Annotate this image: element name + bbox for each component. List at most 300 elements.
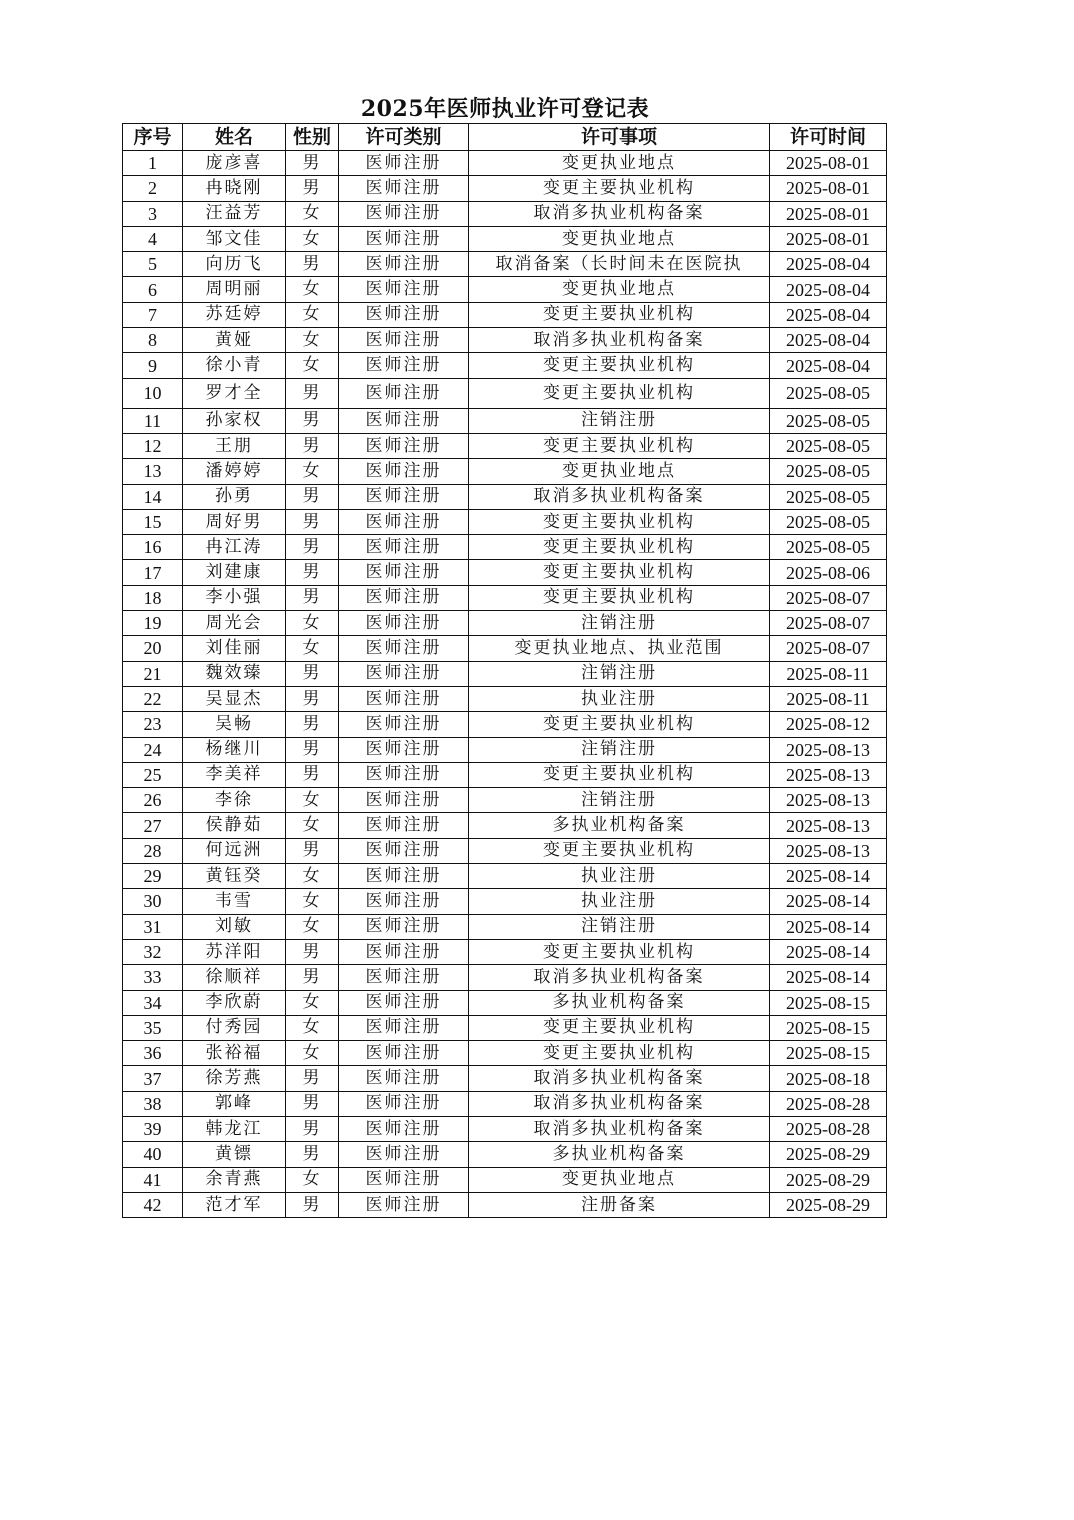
license-type-cell: 医师注册 [339, 686, 469, 711]
license-item-cell: 变更执业地点 [469, 226, 770, 251]
table-row [123, 788, 887, 813]
gender-cell: 男 [286, 1192, 339, 1217]
name-cell: 范才军 [183, 1192, 286, 1217]
name-cell: 侯静茹 [183, 813, 286, 838]
name-cell: 韩龙江 [183, 1116, 286, 1141]
gender-cell: 女 [286, 1041, 339, 1066]
name-cell: 潘婷婷 [183, 459, 286, 484]
table-row [123, 737, 887, 762]
gender-cell: 男 [286, 151, 339, 176]
license-date-cell: 2025-08-14 [770, 965, 887, 990]
license-type-cell: 医师注册 [339, 302, 469, 327]
gender-cell: 女 [286, 353, 339, 378]
table-row [123, 302, 887, 327]
license-item-cell: 变更主要执业机构 [469, 509, 770, 534]
license-date-cell: 2025-08-06 [770, 560, 887, 585]
gender-cell: 男 [286, 509, 339, 534]
table-row [123, 1167, 887, 1192]
gender-cell: 男 [286, 1116, 339, 1141]
gender-cell: 男 [286, 965, 339, 990]
license-item-cell: 取消多执业机构备案 [469, 1066, 770, 1091]
gender-cell: 女 [286, 914, 339, 939]
serial-cell: 31 [123, 914, 183, 939]
gender-cell: 女 [286, 201, 339, 226]
table-row [123, 353, 887, 378]
serial-cell: 22 [123, 686, 183, 711]
license-item-cell: 变更主要执业机构 [469, 176, 770, 201]
license-type-cell: 医师注册 [339, 378, 469, 408]
license-type-cell: 医师注册 [339, 560, 469, 585]
table-row [123, 990, 887, 1015]
license-type-cell: 医师注册 [339, 611, 469, 636]
name-cell: 刘佳丽 [183, 636, 286, 661]
column-header-license-item: 许可事项 [469, 124, 770, 151]
serial-cell: 18 [123, 585, 183, 610]
gender-cell: 女 [286, 302, 339, 327]
license-type-cell: 医师注册 [339, 712, 469, 737]
gender-cell: 女 [286, 226, 339, 251]
license-type-cell: 医师注册 [339, 151, 469, 176]
serial-cell: 27 [123, 813, 183, 838]
column-header-serial: 序号 [123, 124, 183, 151]
name-cell: 黄镖 [183, 1142, 286, 1167]
license-type-cell: 医师注册 [339, 1116, 469, 1141]
table-row [123, 864, 887, 889]
license-date-cell: 2025-08-29 [770, 1192, 887, 1217]
serial-cell: 32 [123, 939, 183, 964]
license-date-cell: 2025-08-07 [770, 611, 887, 636]
license-item-cell: 变更执业地点 [469, 151, 770, 176]
table-row [123, 762, 887, 787]
license-type-cell: 医师注册 [339, 1142, 469, 1167]
name-cell: 徐芳燕 [183, 1066, 286, 1091]
gender-cell: 男 [286, 433, 339, 458]
table-row [123, 611, 887, 636]
license-date-cell: 2025-08-05 [770, 433, 887, 458]
serial-cell: 36 [123, 1041, 183, 1066]
license-date-cell: 2025-08-05 [770, 459, 887, 484]
gender-cell: 男 [286, 1066, 339, 1091]
table-row [123, 838, 887, 863]
license-date-cell: 2025-08-29 [770, 1142, 887, 1167]
gender-cell: 男 [286, 939, 339, 964]
license-item-cell: 变更主要执业机构 [469, 712, 770, 737]
license-item-cell: 注销注册 [469, 788, 770, 813]
name-cell: 李徐 [183, 788, 286, 813]
name-cell: 李小强 [183, 585, 286, 610]
table-row [123, 252, 887, 277]
serial-cell: 13 [123, 459, 183, 484]
license-type-cell: 医师注册 [339, 1015, 469, 1040]
serial-cell: 42 [123, 1192, 183, 1217]
table-row [123, 914, 887, 939]
license-date-cell: 2025-08-13 [770, 737, 887, 762]
name-cell: 周明丽 [183, 277, 286, 302]
name-cell: 杨继川 [183, 737, 286, 762]
license-type-cell: 医师注册 [339, 939, 469, 964]
license-type-cell: 医师注册 [339, 788, 469, 813]
gender-cell: 女 [286, 788, 339, 813]
license-type-cell: 医师注册 [339, 433, 469, 458]
table-row [123, 1192, 887, 1217]
license-type-cell: 医师注册 [339, 176, 469, 201]
license-date-cell: 2025-08-04 [770, 328, 887, 353]
license-date-cell: 2025-08-07 [770, 585, 887, 610]
serial-cell: 24 [123, 737, 183, 762]
table-row [123, 484, 887, 509]
license-item-cell: 变更主要执业机构 [469, 353, 770, 378]
license-type-cell: 医师注册 [339, 328, 469, 353]
license-date-cell: 2025-08-01 [770, 201, 887, 226]
license-item-cell: 注册备案 [469, 1192, 770, 1217]
gender-cell: 女 [286, 864, 339, 889]
license-date-cell: 2025-08-13 [770, 813, 887, 838]
license-item-cell: 注销注册 [469, 611, 770, 636]
serial-cell: 37 [123, 1066, 183, 1091]
table-body [123, 151, 887, 1218]
name-cell: 付秀园 [183, 1015, 286, 1040]
gender-cell: 男 [286, 252, 339, 277]
table-row [123, 585, 887, 610]
license-date-cell: 2025-08-04 [770, 302, 887, 327]
name-cell: 徐小青 [183, 353, 286, 378]
license-type-cell: 医师注册 [339, 661, 469, 686]
serial-cell: 5 [123, 252, 183, 277]
license-type-cell: 医师注册 [339, 965, 469, 990]
license-type-cell: 医师注册 [339, 889, 469, 914]
serial-cell: 21 [123, 661, 183, 686]
license-date-cell: 2025-08-15 [770, 1015, 887, 1040]
name-cell: 冉江涛 [183, 535, 286, 560]
name-cell: 庞彦喜 [183, 151, 286, 176]
gender-cell: 男 [286, 1091, 339, 1116]
license-type-cell: 医师注册 [339, 1066, 469, 1091]
table-row [123, 277, 887, 302]
table-row [123, 686, 887, 711]
name-cell: 刘建康 [183, 560, 286, 585]
license-item-cell: 注销注册 [469, 914, 770, 939]
license-type-cell: 医师注册 [339, 838, 469, 863]
name-cell: 罗才全 [183, 378, 286, 408]
gender-cell: 男 [286, 838, 339, 863]
license-item-cell: 取消多执业机构备案 [469, 328, 770, 353]
serial-cell: 8 [123, 328, 183, 353]
gender-cell: 女 [286, 611, 339, 636]
license-item-cell: 取消多执业机构备案 [469, 201, 770, 226]
table-row [123, 201, 887, 226]
license-item-cell: 多执业机构备案 [469, 813, 770, 838]
license-date-cell: 2025-08-05 [770, 509, 887, 534]
license-date-cell: 2025-08-28 [770, 1116, 887, 1141]
license-item-cell: 取消备案（长时间未在医院执 [469, 252, 770, 277]
license-date-cell: 2025-08-29 [770, 1167, 887, 1192]
license-type-cell: 医师注册 [339, 277, 469, 302]
gender-cell: 男 [286, 176, 339, 201]
table-row [123, 151, 887, 176]
serial-cell: 6 [123, 277, 183, 302]
license-date-cell: 2025-08-15 [770, 990, 887, 1015]
serial-cell: 40 [123, 1142, 183, 1167]
name-cell: 余青燕 [183, 1167, 286, 1192]
license-item-cell: 变更主要执业机构 [469, 433, 770, 458]
name-cell: 苏洋阳 [183, 939, 286, 964]
license-type-cell: 医师注册 [339, 252, 469, 277]
serial-cell: 23 [123, 712, 183, 737]
name-cell: 刘敏 [183, 914, 286, 939]
license-type-cell: 医师注册 [339, 864, 469, 889]
license-date-cell: 2025-08-14 [770, 939, 887, 964]
license-date-cell: 2025-08-28 [770, 1091, 887, 1116]
serial-cell: 19 [123, 611, 183, 636]
license-date-cell: 2025-08-11 [770, 686, 887, 711]
serial-cell: 34 [123, 990, 183, 1015]
serial-cell: 11 [123, 408, 183, 433]
table-row [123, 712, 887, 737]
serial-cell: 2 [123, 176, 183, 201]
license-item-cell: 变更主要执业机构 [469, 535, 770, 560]
license-date-cell: 2025-08-05 [770, 378, 887, 408]
name-cell: 孙家权 [183, 408, 286, 433]
license-type-cell: 医师注册 [339, 1167, 469, 1192]
column-header-license-date: 许可时间 [770, 124, 887, 151]
license-item-cell: 变更主要执业机构 [469, 378, 770, 408]
table-row [123, 408, 887, 433]
license-type-cell: 医师注册 [339, 813, 469, 838]
name-cell: 韦雪 [183, 889, 286, 914]
name-cell: 孙勇 [183, 484, 286, 509]
document-title: 2025年医师执业许可登记表 [360, 96, 650, 122]
table-row [123, 1041, 887, 1066]
name-cell: 张裕福 [183, 1041, 286, 1066]
license-item-cell: 变更主要执业机构 [469, 560, 770, 585]
serial-cell: 35 [123, 1015, 183, 1040]
table-row [123, 509, 887, 534]
table-row [123, 328, 887, 353]
table-row [123, 226, 887, 251]
gender-cell: 男 [286, 560, 339, 585]
license-item-cell: 取消多执业机构备案 [469, 965, 770, 990]
name-cell: 吴显杰 [183, 686, 286, 711]
name-cell: 冉晓刚 [183, 176, 286, 201]
license-date-cell: 2025-08-11 [770, 661, 887, 686]
license-date-cell: 2025-08-05 [770, 408, 887, 433]
license-item-cell: 执业注册 [469, 864, 770, 889]
name-cell: 李欣蔚 [183, 990, 286, 1015]
license-date-cell: 2025-08-13 [770, 762, 887, 787]
license-item-cell: 变更执业地点、执业范围 [469, 636, 770, 661]
column-header-gender: 性别 [286, 124, 339, 151]
name-cell: 何远洲 [183, 838, 286, 863]
name-cell: 吴畅 [183, 712, 286, 737]
name-cell: 王朋 [183, 433, 286, 458]
table-row [123, 433, 887, 458]
license-type-cell: 医师注册 [339, 201, 469, 226]
license-item-cell: 取消多执业机构备案 [469, 1116, 770, 1141]
license-item-cell: 变更主要执业机构 [469, 939, 770, 964]
license-item-cell: 变更主要执业机构 [469, 1041, 770, 1066]
license-date-cell: 2025-08-01 [770, 176, 887, 201]
license-date-cell: 2025-08-05 [770, 484, 887, 509]
license-type-cell: 医师注册 [339, 990, 469, 1015]
column-header-license-type: 许可类别 [339, 124, 469, 151]
serial-cell: 9 [123, 353, 183, 378]
name-cell: 苏廷婷 [183, 302, 286, 327]
license-item-cell: 变更执业地点 [469, 1167, 770, 1192]
license-type-cell: 医师注册 [339, 509, 469, 534]
gender-cell: 男 [286, 737, 339, 762]
table-row [123, 535, 887, 560]
serial-cell: 41 [123, 1167, 183, 1192]
license-type-cell: 医师注册 [339, 585, 469, 610]
serial-cell: 15 [123, 509, 183, 534]
license-item-cell: 注销注册 [469, 661, 770, 686]
name-cell: 黄娅 [183, 328, 286, 353]
license-item-cell: 注销注册 [469, 737, 770, 762]
license-item-cell: 变更执业地点 [469, 277, 770, 302]
license-item-cell: 多执业机构备案 [469, 1142, 770, 1167]
table-row [123, 965, 887, 990]
serial-cell: 39 [123, 1116, 183, 1141]
gender-cell: 男 [286, 712, 339, 737]
license-item-cell: 变更执业地点 [469, 459, 770, 484]
name-cell: 周光会 [183, 611, 286, 636]
header-row [123, 124, 887, 151]
gender-cell: 女 [286, 1167, 339, 1192]
name-cell: 邹文佳 [183, 226, 286, 251]
license-date-cell: 2025-08-04 [770, 353, 887, 378]
license-date-cell: 2025-08-14 [770, 864, 887, 889]
license-date-cell: 2025-08-15 [770, 1041, 887, 1066]
license-item-cell: 变更主要执业机构 [469, 838, 770, 863]
gender-cell: 女 [286, 990, 339, 1015]
gender-cell: 男 [286, 408, 339, 433]
name-cell: 周好男 [183, 509, 286, 534]
serial-cell: 10 [123, 378, 183, 408]
license-item-cell: 取消多执业机构备案 [469, 1091, 770, 1116]
table-row [123, 939, 887, 964]
gender-cell: 女 [286, 328, 339, 353]
serial-cell: 7 [123, 302, 183, 327]
license-type-cell: 医师注册 [339, 408, 469, 433]
table-row [123, 1091, 887, 1116]
gender-cell: 女 [286, 459, 339, 484]
license-type-cell: 医师注册 [339, 459, 469, 484]
license-item-cell: 变更主要执业机构 [469, 585, 770, 610]
table-row [123, 636, 887, 661]
gender-cell: 女 [286, 277, 339, 302]
license-date-cell: 2025-08-04 [770, 252, 887, 277]
table-row [123, 889, 887, 914]
license-item-cell: 变更主要执业机构 [469, 302, 770, 327]
serial-cell: 16 [123, 535, 183, 560]
table-row [123, 813, 887, 838]
table-row [123, 459, 887, 484]
license-type-cell: 医师注册 [339, 353, 469, 378]
license-date-cell: 2025-08-01 [770, 226, 887, 251]
serial-cell: 3 [123, 201, 183, 226]
serial-cell: 1 [123, 151, 183, 176]
license-type-cell: 医师注册 [339, 1041, 469, 1066]
name-cell: 李美祥 [183, 762, 286, 787]
table-row [123, 1066, 887, 1091]
serial-cell: 29 [123, 864, 183, 889]
license-date-cell: 2025-08-04 [770, 277, 887, 302]
gender-cell: 女 [286, 1015, 339, 1040]
license-date-cell: 2025-08-13 [770, 838, 887, 863]
license-date-cell: 2025-08-01 [770, 151, 887, 176]
license-item-cell: 变更主要执业机构 [469, 1015, 770, 1040]
license-type-cell: 医师注册 [339, 226, 469, 251]
license-registry-table [122, 123, 887, 1218]
license-type-cell: 医师注册 [339, 636, 469, 661]
license-item-cell: 注销注册 [469, 408, 770, 433]
gender-cell: 男 [286, 1142, 339, 1167]
gender-cell: 男 [286, 585, 339, 610]
license-type-cell: 医师注册 [339, 914, 469, 939]
license-type-cell: 医师注册 [339, 1192, 469, 1217]
column-header-name: 姓名 [183, 124, 286, 151]
license-item-cell: 执业注册 [469, 686, 770, 711]
table-row [123, 176, 887, 201]
license-type-cell: 医师注册 [339, 1091, 469, 1116]
table-row [123, 560, 887, 585]
serial-cell: 30 [123, 889, 183, 914]
serial-cell: 26 [123, 788, 183, 813]
gender-cell: 男 [286, 762, 339, 787]
license-item-cell: 多执业机构备案 [469, 990, 770, 1015]
license-date-cell: 2025-08-05 [770, 535, 887, 560]
table-row [123, 1015, 887, 1040]
name-cell: 郭峰 [183, 1091, 286, 1116]
gender-cell: 女 [286, 813, 339, 838]
name-cell: 汪益芳 [183, 201, 286, 226]
serial-cell: 28 [123, 838, 183, 863]
license-type-cell: 医师注册 [339, 737, 469, 762]
license-date-cell: 2025-08-12 [770, 712, 887, 737]
name-cell: 向历飞 [183, 252, 286, 277]
name-cell: 黄钰癸 [183, 864, 286, 889]
license-date-cell: 2025-08-14 [770, 889, 887, 914]
gender-cell: 男 [286, 378, 339, 408]
table-row [123, 378, 887, 408]
license-date-cell: 2025-08-13 [770, 788, 887, 813]
license-date-cell: 2025-08-14 [770, 914, 887, 939]
license-item-cell: 取消多执业机构备案 [469, 484, 770, 509]
name-cell: 魏效臻 [183, 661, 286, 686]
serial-cell: 14 [123, 484, 183, 509]
license-item-cell: 变更主要执业机构 [469, 762, 770, 787]
name-cell: 徐顺祥 [183, 965, 286, 990]
serial-cell: 12 [123, 433, 183, 458]
license-type-cell: 医师注册 [339, 762, 469, 787]
table-row [123, 661, 887, 686]
gender-cell: 男 [286, 686, 339, 711]
serial-cell: 4 [123, 226, 183, 251]
license-date-cell: 2025-08-18 [770, 1066, 887, 1091]
license-type-cell: 医师注册 [339, 535, 469, 560]
serial-cell: 17 [123, 560, 183, 585]
license-date-cell: 2025-08-07 [770, 636, 887, 661]
license-type-cell: 医师注册 [339, 484, 469, 509]
table-row [123, 1142, 887, 1167]
gender-cell: 女 [286, 636, 339, 661]
serial-cell: 33 [123, 965, 183, 990]
serial-cell: 38 [123, 1091, 183, 1116]
serial-cell: 25 [123, 762, 183, 787]
gender-cell: 男 [286, 661, 339, 686]
serial-cell: 20 [123, 636, 183, 661]
gender-cell: 男 [286, 484, 339, 509]
